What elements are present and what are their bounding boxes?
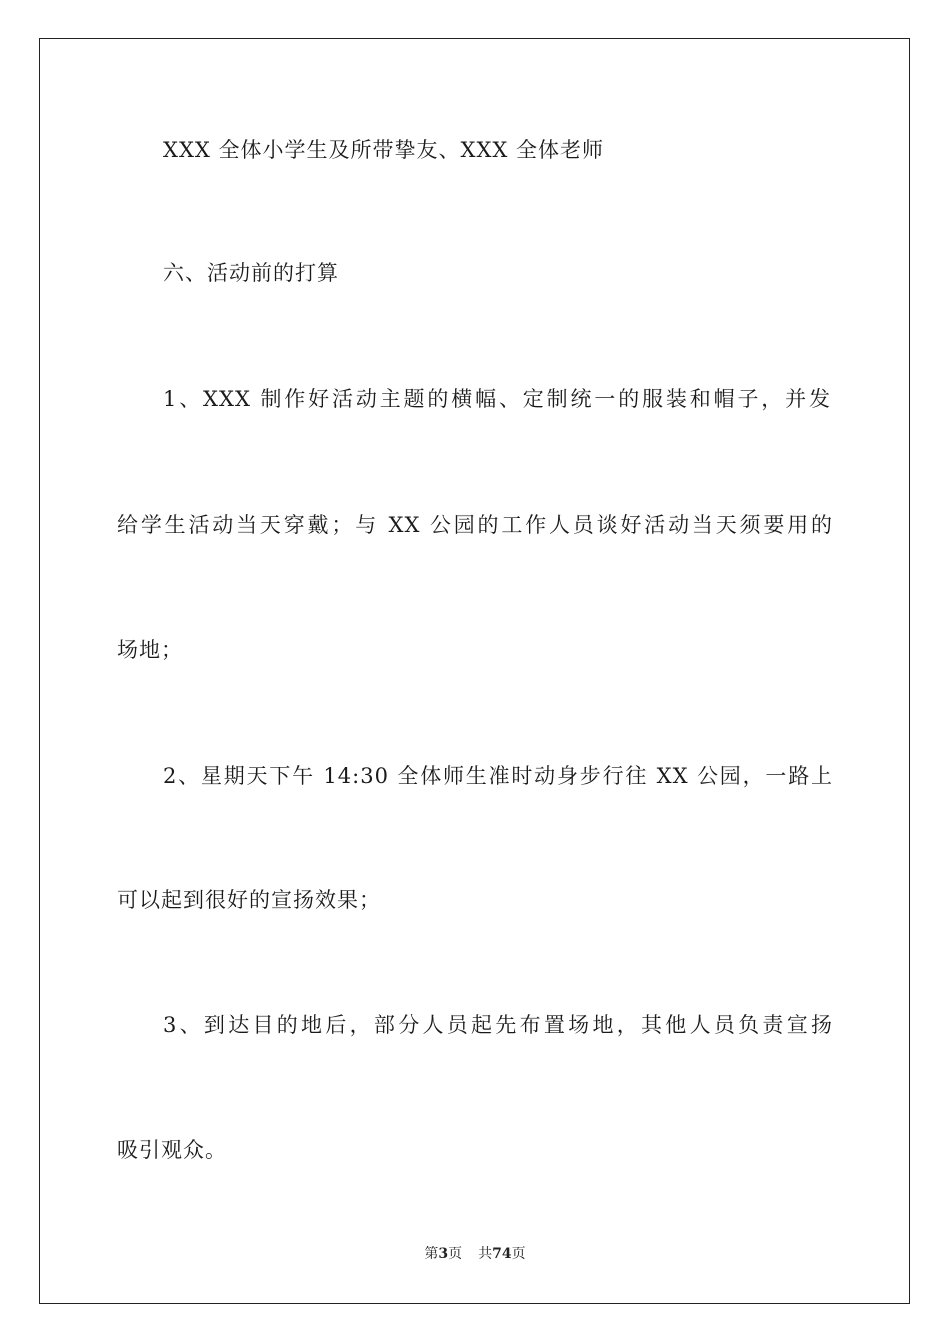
- item-2-line-2: 可以起到很好的宣扬效果；: [117, 888, 381, 912]
- footer-page-number: 3: [438, 1246, 449, 1262]
- item-3-line-1: 3、到达目的地后，部分人员起先布置场地，其他人员负责宣扬: [163, 1013, 833, 1037]
- footer-total-number: 74: [492, 1246, 512, 1262]
- footer-total-prefix: 共: [478, 1246, 493, 1262]
- footer-total-suffix: 页: [511, 1246, 526, 1262]
- footer-page-prefix: 第: [424, 1246, 439, 1262]
- item-1-line-1: 1、XXX 制作好活动主题的横幅、定制统一的服装和帽子，并发: [163, 387, 831, 411]
- item-3-line-2: 吸引观众。: [117, 1138, 227, 1162]
- item-2-line-1: 2、星期天下午 14:30 全体师生准时动身步行往 XX 公园，一路上: [163, 764, 833, 788]
- page-border: [39, 38, 910, 1304]
- item-1-line-2: 给学生活动当天穿戴；与 XX 公园的工作人员谈好活动当天须要用的: [117, 513, 833, 537]
- footer-page-suffix: 页: [448, 1246, 463, 1262]
- item-1-line-3: 场地；: [117, 638, 183, 662]
- section-heading-preparation: 六、活动前的打算: [163, 261, 339, 285]
- page-footer: [0, 1244, 950, 1264]
- participants-line: XXX 全体小学生及所带挚友、XXX 全体老师: [163, 138, 605, 162]
